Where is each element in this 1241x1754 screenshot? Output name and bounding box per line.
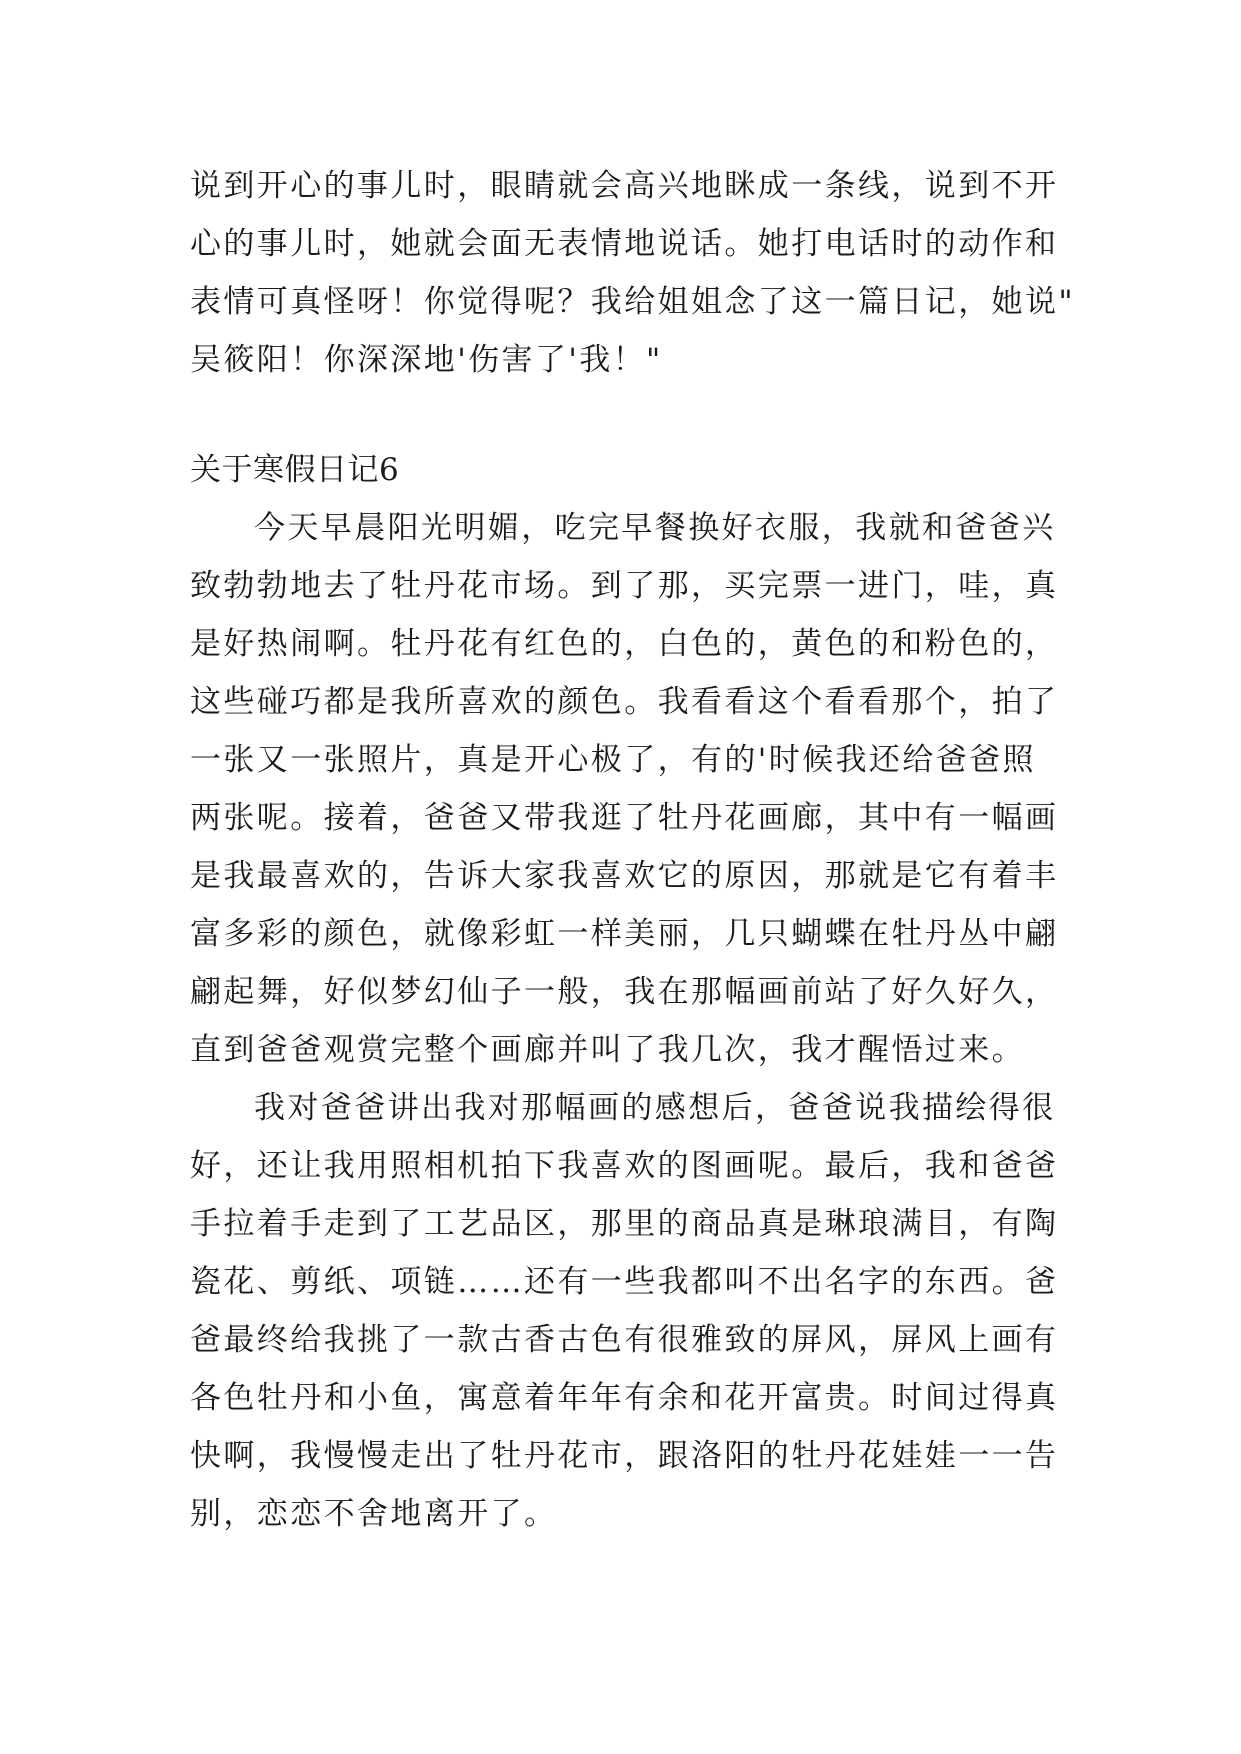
paragraph-2-line: 快啊，我慢慢走出了牡丹花市，跟洛阳的牡丹花娃娃一一告 xyxy=(190,1438,1059,1474)
paragraph-1-line: 翩起舞，好似梦幻仙子一般，我在那幅画前站了好久好久， xyxy=(190,974,1059,1010)
paragraph-2-line: 爸最终给我挑了一款古香古色有很雅致的屏风，屏风上画有 xyxy=(190,1322,1059,1358)
paragraph-2-line: 好，还让我用照相机拍下我喜欢的图画呢。最后，我和爸爸 xyxy=(190,1148,1059,1184)
intro-line: 说到开心的事儿时，眼睛就会高兴地眯成一条线，说到不开 xyxy=(190,168,1059,204)
section-title: 关于寒假日记6 xyxy=(190,452,400,488)
intro-line: 表情可真怪呀！你觉得呢？我给姐姐念了这一篇日记，她说" xyxy=(190,284,1076,320)
paragraph-2-line: 别，恋恋不舍地离开了。 xyxy=(190,1496,558,1532)
paragraph-1-line: 富多彩的颜色，就像彩虹一样美丽，几只蝴蝶在牡丹丛中翩 xyxy=(190,916,1059,952)
intro-line: 吴筱阳！你深深地'伤害了'我！" xyxy=(190,342,663,378)
paragraph-1-line: 一张又一张照片，真是开心极了，有的'时候我还给爸爸照 xyxy=(190,742,1036,778)
paragraph-1-line: 致勃勃地去了牡丹花市场。到了那，买完票一进门，哇，真 xyxy=(190,568,1059,604)
paragraph-2-line: 瓷花、剪纸、项链……还有一些我都叫不出名字的东西。爸 xyxy=(190,1264,1059,1300)
paragraph-1-line: 是我最喜欢的，告诉大家我喜欢它的原因，那就是它有着丰 xyxy=(190,858,1059,894)
paragraph-1-line: 两张呢。接着，爸爸又带我逛了牡丹花画廊，其中有一幅画 xyxy=(190,800,1059,836)
paragraph-1-line: 是好热闹啊。牡丹花有红色的，白色的，黄色的和粉色的， xyxy=(190,626,1059,662)
paragraph-2-line: 各色牡丹和小鱼，寓意着年年有余和花开富贵。时间过得真 xyxy=(190,1380,1059,1416)
paragraph-2-line: 手拉着手走到了工艺品区，那里的商品真是琳琅满目，有陶 xyxy=(190,1206,1059,1242)
paragraph-2-line: 我对爸爸讲出我对那幅画的感想后，爸爸说我描绘得很 xyxy=(254,1090,1056,1126)
paragraph-1-line: 直到爸爸观赏完整个画廊并叫了我几次，我才醒悟过来。 xyxy=(190,1032,1025,1068)
paragraph-1-line: 这些碰巧都是我所喜欢的颜色。我看看这个看看那个，拍了 xyxy=(190,684,1059,720)
intro-line: 心的事儿时，她就会面无表情地说话。她打电话时的动作和 xyxy=(190,226,1059,262)
paragraph-1-line: 今天早晨阳光明媚，吃完早餐换好衣服，我就和爸爸兴 xyxy=(254,510,1056,546)
